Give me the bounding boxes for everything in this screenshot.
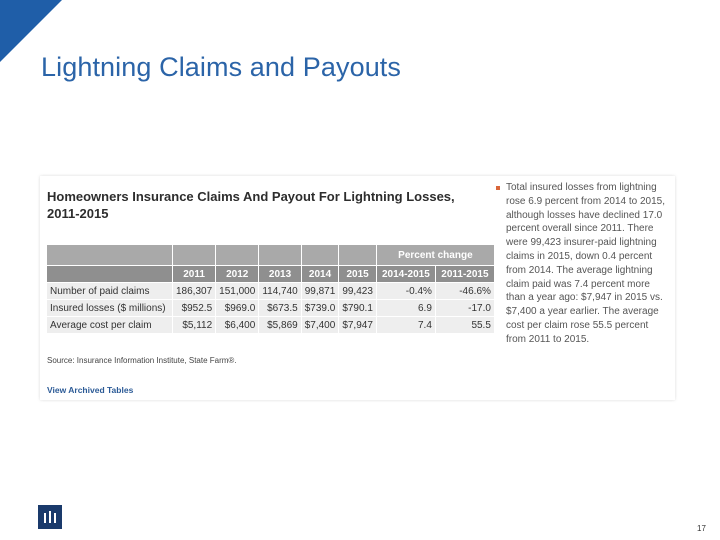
table-cell: -17.0 bbox=[435, 300, 494, 317]
table-cell: 99,423 bbox=[339, 283, 377, 300]
table-cell: $952.5 bbox=[173, 300, 216, 317]
row-label: Number of paid claims bbox=[47, 283, 173, 300]
table-cell: 55.5 bbox=[435, 317, 494, 334]
column-header: 2015 bbox=[339, 266, 377, 283]
page-number: 17 bbox=[697, 524, 706, 533]
column-header: 2011 bbox=[173, 266, 216, 283]
percent-change-header: Percent change bbox=[376, 245, 494, 266]
column-header: 2014-2015 bbox=[376, 266, 435, 283]
table-cell: $7,947 bbox=[339, 317, 377, 334]
table-row bbox=[47, 283, 495, 300]
table-cell: -0.4% bbox=[376, 283, 435, 300]
bullet-point bbox=[496, 181, 666, 347]
source-note: Source: Insurance Information Institute, State Farm®. bbox=[47, 356, 237, 365]
view-archived-tables-link[interactable]: View Archived Tables bbox=[47, 385, 134, 395]
table-cell: 99,871 bbox=[301, 283, 339, 300]
table-cell: $5,112 bbox=[173, 317, 216, 334]
table-cell: 151,000 bbox=[216, 283, 259, 300]
column-header: 2014 bbox=[301, 266, 339, 283]
column-header: 2013 bbox=[259, 266, 301, 283]
table-cell: 114,740 bbox=[259, 283, 301, 300]
table-cell: 186,307 bbox=[173, 283, 216, 300]
data-table bbox=[46, 244, 495, 334]
bullet-text: Total insured losses from lightning rose 6.9 percent from 2014 to 2015, although losses have declined 17.0 percent overall since 2011. There were 99,423 insurer-paid lightning claims in 2015, down 0.4 percent from 2014. The average lightning claim paid was 7.4 percent more than a year ago: $7,947 in 2015 vs. $7,400 a year earlier. The average cost per claim rose 55.5 percent from 2011 to 2015. bbox=[506, 182, 665, 345]
table-cell: $739.0 bbox=[301, 300, 339, 317]
row-label: Insured losses ($ millions) bbox=[47, 300, 173, 317]
column-header: 2012 bbox=[216, 266, 259, 283]
table-cell: $790.1 bbox=[339, 300, 377, 317]
slide-title: Lightning Claims and Payouts bbox=[41, 52, 402, 82]
table-row bbox=[47, 300, 495, 317]
table-cell: 6.9 bbox=[376, 300, 435, 317]
iii-logo-icon bbox=[38, 505, 62, 529]
header-blank bbox=[47, 245, 173, 266]
table-cell: $5,869 bbox=[259, 317, 301, 334]
table-cell: $969.0 bbox=[216, 300, 259, 317]
row-label: Average cost per claim bbox=[47, 317, 173, 334]
table-cell: 7.4 bbox=[376, 317, 435, 334]
table-cell: $7,400 bbox=[301, 317, 339, 334]
column-header bbox=[47, 266, 173, 283]
column-header: 2011-2015 bbox=[435, 266, 494, 283]
table-cell: -46.6% bbox=[435, 283, 494, 300]
bullet-marker-icon bbox=[496, 186, 500, 190]
table-cell: $6,400 bbox=[216, 317, 259, 334]
table-title: Homeowners Insurance Claims And Payout For Lightning Losses, 2011-2015 bbox=[47, 189, 455, 221]
table-row bbox=[47, 317, 495, 334]
table-cell: $673.5 bbox=[259, 300, 301, 317]
